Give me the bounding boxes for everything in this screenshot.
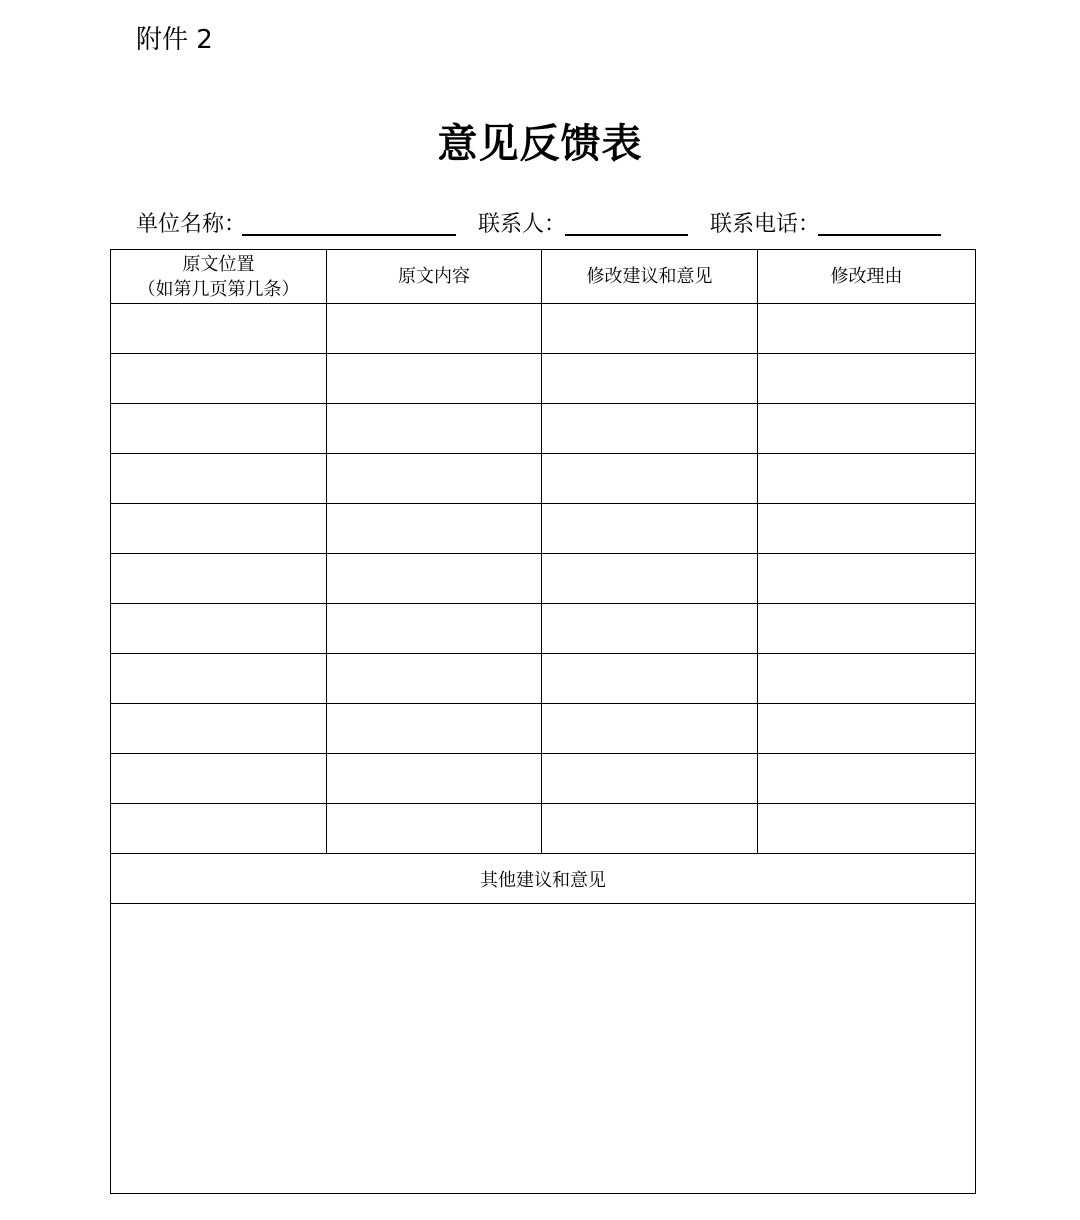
original-content-cell[interactable] (327, 554, 542, 604)
reason-cell[interactable] (758, 654, 976, 704)
original-location-cell[interactable] (111, 604, 327, 654)
attachment-label: 附件 2 (136, 25, 213, 55)
reason-cell[interactable] (758, 604, 976, 654)
suggestion-cell[interactable] (542, 654, 758, 704)
reason-cell[interactable] (758, 404, 976, 454)
table-body (111, 304, 976, 1194)
reason-cell[interactable] (758, 554, 976, 604)
original-content-cell[interactable] (327, 404, 542, 454)
table-row (111, 454, 976, 504)
reason-cell[interactable] (758, 304, 976, 354)
suggestion-cell[interactable] (542, 404, 758, 454)
original-content-cell[interactable] (327, 504, 542, 554)
suggestion-cell[interactable] (542, 504, 758, 554)
header-original-location-line1: 原文位置 (182, 253, 255, 275)
reason-cell[interactable] (758, 454, 976, 504)
original-location-cell[interactable] (111, 354, 327, 404)
reason-cell[interactable] (758, 804, 976, 854)
original-location-cell[interactable] (111, 454, 327, 504)
suggestion-cell[interactable] (542, 354, 758, 404)
table-row (111, 304, 976, 354)
original-content-cell[interactable] (327, 804, 542, 854)
feedback-table (110, 249, 976, 1194)
table-row (111, 704, 976, 754)
header-suggestion: 修改建议和意见 (542, 250, 758, 304)
suggestion-cell[interactable] (542, 304, 758, 354)
header-reason: 修改理由 (758, 250, 976, 304)
original-content-cell[interactable] (327, 754, 542, 804)
table-row (111, 654, 976, 704)
suggestion-cell[interactable] (542, 454, 758, 504)
unit-name-field[interactable] (242, 234, 456, 236)
original-location-cell[interactable] (111, 804, 327, 854)
original-location-cell[interactable] (111, 704, 327, 754)
original-content-cell[interactable] (327, 654, 542, 704)
contact-phone-field[interactable] (818, 234, 941, 236)
original-location-cell[interactable] (111, 754, 327, 804)
contact-person-label: 联系人： (478, 212, 567, 237)
original-content-cell[interactable] (327, 454, 542, 504)
header-original-content: 原文内容 (327, 250, 542, 304)
original-content-cell[interactable] (327, 354, 542, 404)
other-suggestions-label-row (111, 854, 976, 904)
table-header-row (111, 250, 976, 304)
other-suggestions-field[interactable] (111, 904, 976, 1194)
original-location-cell[interactable] (111, 554, 327, 604)
unit-name-label: 单位名称： (136, 212, 247, 237)
original-location-cell[interactable] (111, 304, 327, 354)
original-location-cell[interactable] (111, 654, 327, 704)
contact-person-field[interactable] (565, 234, 688, 236)
suggestion-cell[interactable] (542, 804, 758, 854)
other-suggestions-label: 其他建议和意见 (111, 854, 976, 904)
reason-cell[interactable] (758, 354, 976, 404)
suggestion-cell[interactable] (542, 704, 758, 754)
suggestion-cell[interactable] (542, 554, 758, 604)
original-content-cell[interactable] (327, 304, 542, 354)
reason-cell[interactable] (758, 754, 976, 804)
table-row (111, 354, 976, 404)
table-row (111, 404, 976, 454)
header-original-location (111, 250, 327, 304)
info-row (0, 208, 1080, 242)
form-title: 意见反馈表 (437, 120, 643, 167)
suggestion-cell[interactable] (542, 604, 758, 654)
other-suggestions-row (111, 904, 976, 1194)
table-row (111, 554, 976, 604)
original-location-cell[interactable] (111, 504, 327, 554)
original-location-cell[interactable] (111, 404, 327, 454)
original-content-cell[interactable] (327, 704, 542, 754)
header-original-location-line2: （如第几页第几条） (137, 278, 300, 300)
reason-cell[interactable] (758, 504, 976, 554)
reason-cell[interactable] (758, 704, 976, 754)
table-row (111, 604, 976, 654)
suggestion-cell[interactable] (542, 754, 758, 804)
table-row (111, 754, 976, 804)
table-row (111, 504, 976, 554)
contact-phone-label: 联系电话： (710, 212, 821, 237)
original-content-cell[interactable] (327, 604, 542, 654)
table-row (111, 804, 976, 854)
